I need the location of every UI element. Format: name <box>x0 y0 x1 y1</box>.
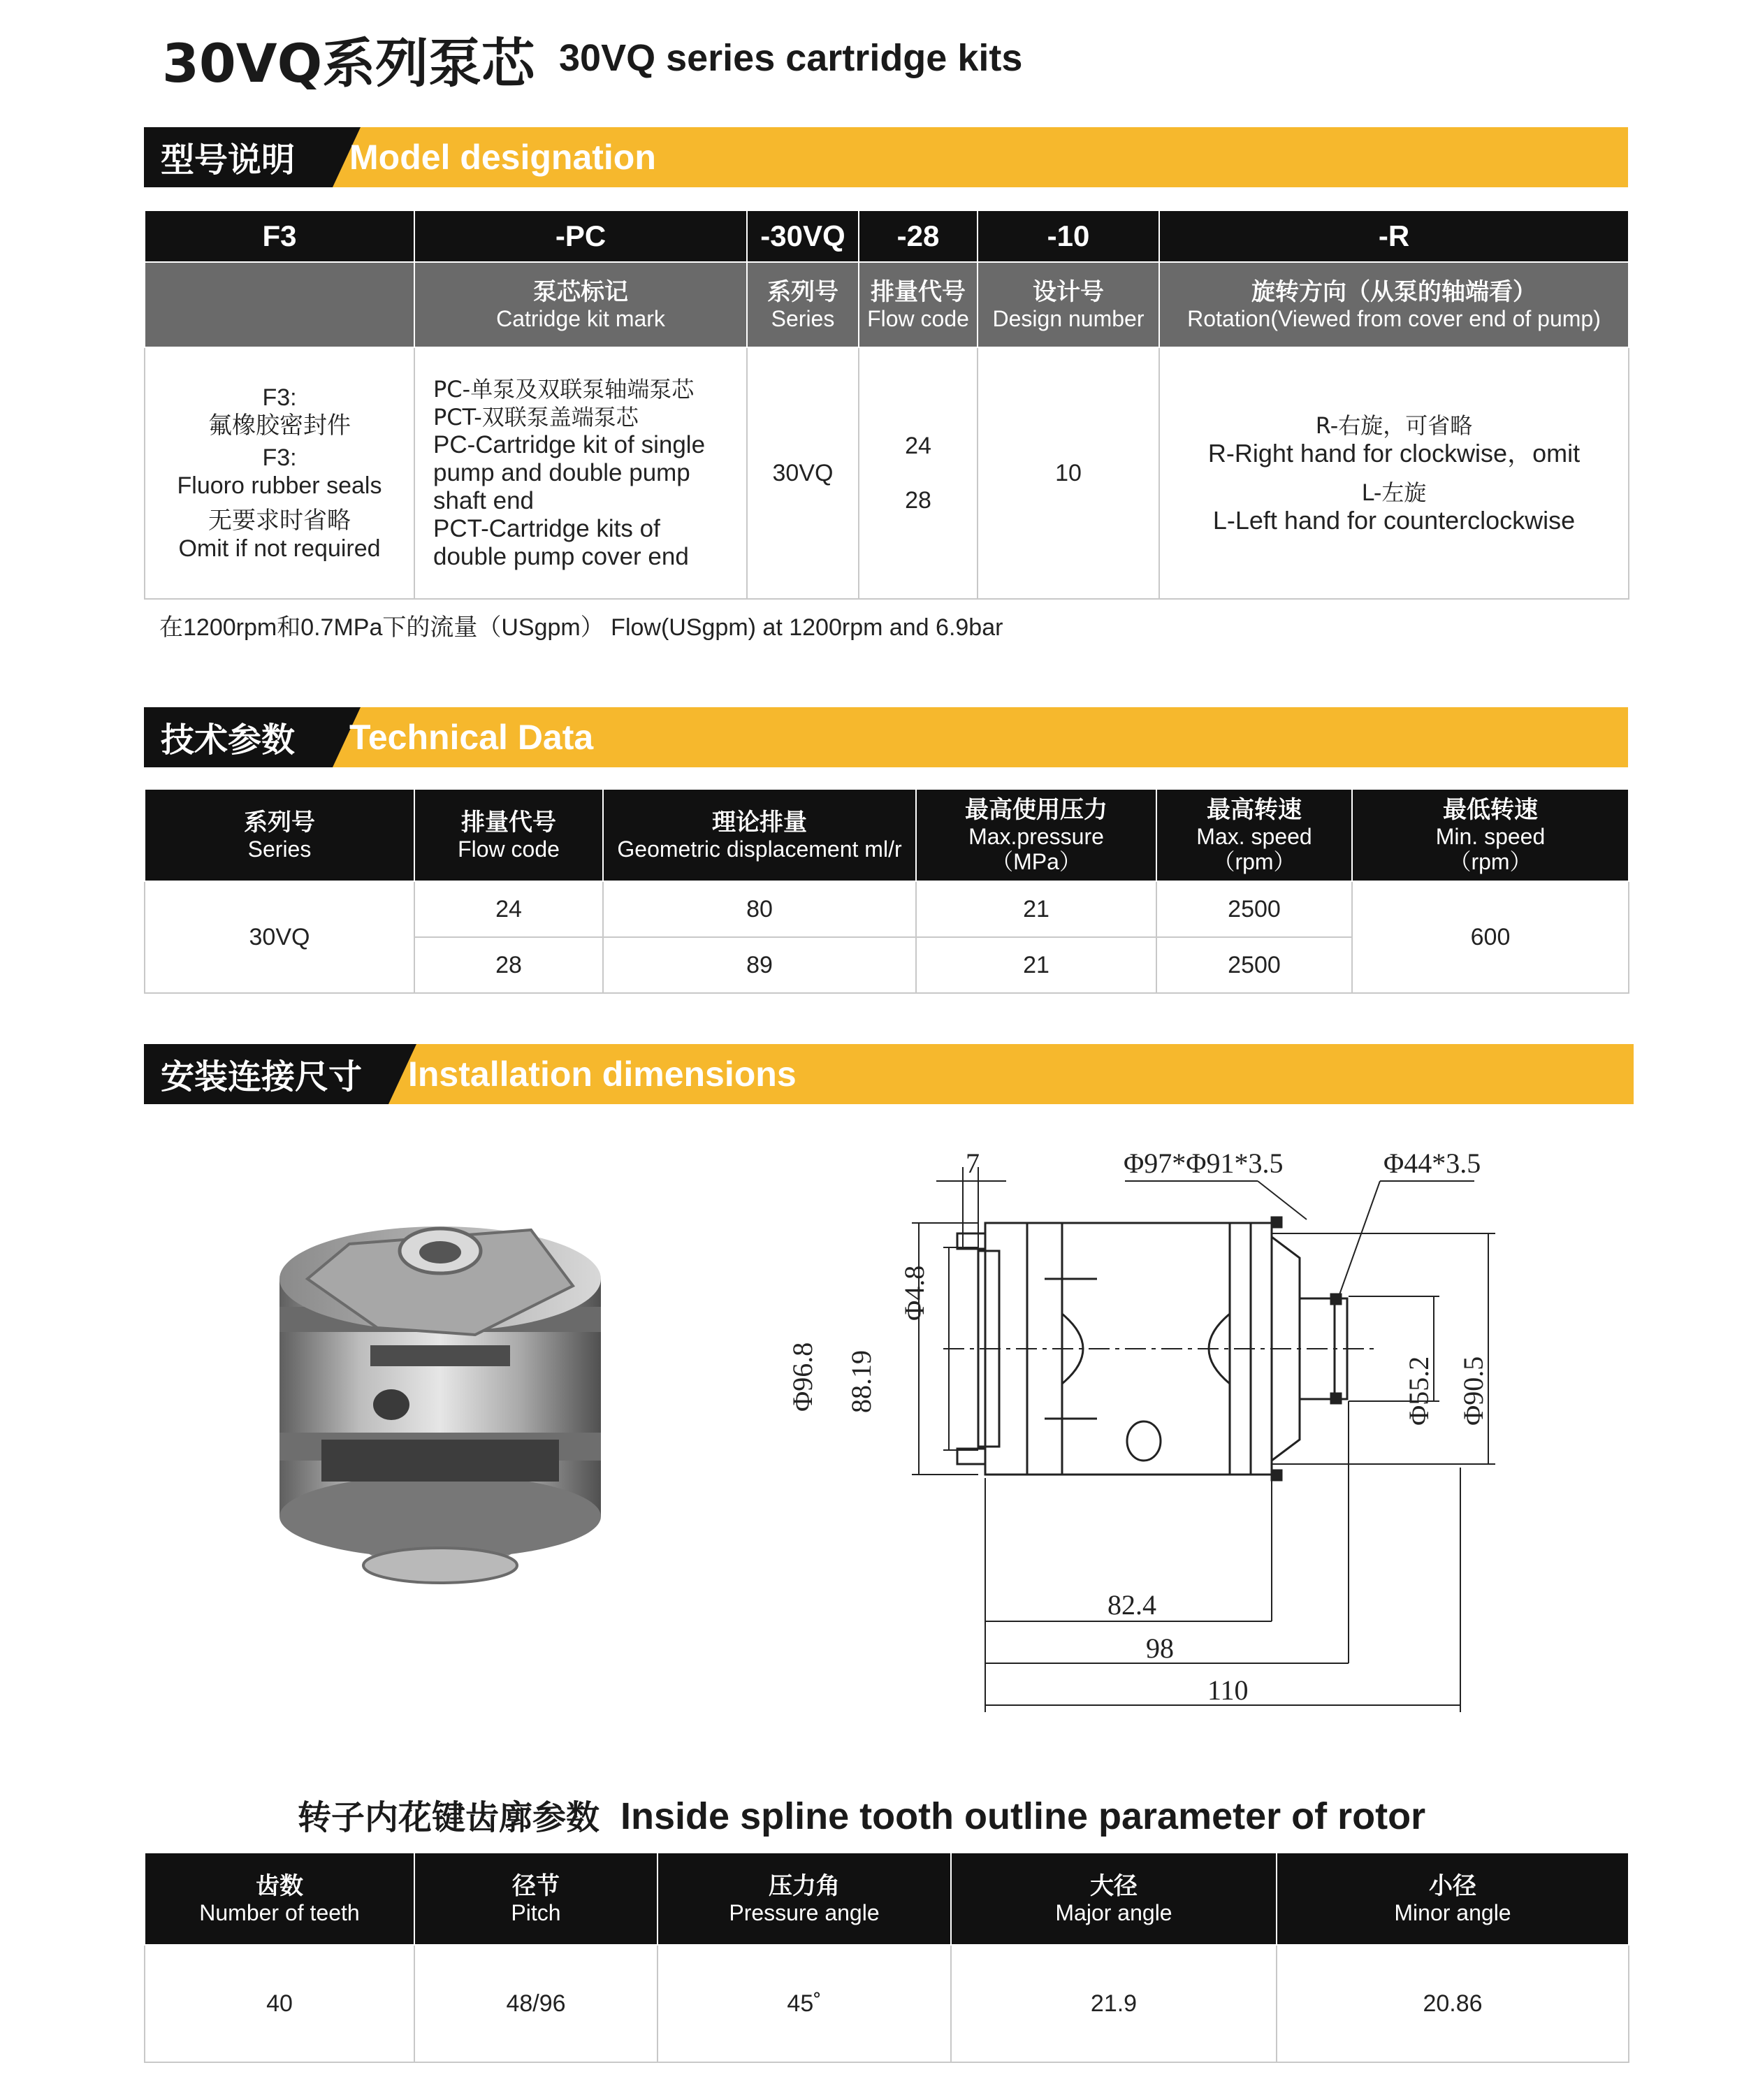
tech-max-speed: 2500 <box>1156 881 1352 937</box>
section-title-cn: 型号说明 <box>161 140 296 180</box>
model-designation-table <box>144 210 1629 600</box>
section-title-cn: 技术参数 <box>161 720 296 760</box>
section-title-en: Model designation <box>349 138 656 177</box>
flow-note: 在1200rpm和0.7MPa下的流量（USgpm） Flow(USgpm) at 1200rpm and 6.9bar <box>159 614 1003 641</box>
header-design-number: 设计号 Design number <box>978 262 1159 347</box>
code-rotation: -R <box>1159 210 1629 262</box>
code-kit-mark: -PC <box>414 210 747 262</box>
page-title-en: 30VQ series cartridge kits <box>559 37 1023 79</box>
header-empty <box>145 262 414 347</box>
tech-flow-code: 28 <box>414 937 603 993</box>
tech-series: 30VQ <box>145 881 414 993</box>
dim-seal-1: Φ97*Φ91*3.5 <box>1124 1147 1284 1179</box>
th-pitch: 径节 Pitch <box>414 1853 658 1945</box>
code-seal: F3 <box>145 210 414 262</box>
spline-table <box>144 1852 1629 2063</box>
th-min-speed: 最低转速 Min. speed （rpm） <box>1352 789 1629 881</box>
dim-88-19: 88.19 <box>845 1350 877 1413</box>
dim-110: 110 <box>1207 1674 1249 1706</box>
dim-d96-8: Φ96.8 <box>787 1342 818 1412</box>
code-flow: -28 <box>859 210 978 262</box>
table-row <box>145 1945 1629 2062</box>
dim-82-4: 82.4 <box>1107 1589 1156 1621</box>
header-series: 系列号 Series <box>747 262 859 347</box>
tech-displacement: 89 <box>603 937 916 993</box>
installation-drawing <box>769 1132 1551 1719</box>
code-design: -10 <box>978 210 1159 262</box>
section-header-installation <box>144 1044 1634 1104</box>
spline-title: 转子内花键齿廓参数 Inside spline tooth outline parameter of rotor <box>298 1795 1426 1837</box>
header-rotation: 旋转方向（从泵的轴端看） Rotation(Viewed from cover end of pump) <box>1159 262 1629 347</box>
code-series: -30VQ <box>747 210 859 262</box>
section-header-model <box>144 127 1628 187</box>
header-kit-mark: 泵芯标记 Catridge kit mark <box>414 262 747 347</box>
header-flow-code: 排量代号 Flow code <box>859 262 978 347</box>
section-header-technical <box>144 707 1628 767</box>
th-max-pressure: 最高使用压力 Max.pressure （MPa） <box>916 789 1156 881</box>
th-displacement: 理论排量 Geometric displacement ml/r <box>603 789 916 881</box>
th-minor: 小径 Minor angle <box>1277 1853 1629 1945</box>
dim-seal-2: Φ44*3.5 <box>1383 1147 1481 1179</box>
tech-displacement: 80 <box>603 881 916 937</box>
flow-code-values: 24 28 <box>859 347 978 599</box>
spline-pressure-angle: 45˚ <box>658 1945 951 2062</box>
th-major: 大径 Major angle <box>951 1853 1277 1945</box>
design-number-value: 10 <box>978 347 1159 599</box>
seal-description: F3: 氟橡胶密封件 F3: Fluoro rubber seals 无要求时省略 Omit if not required <box>145 347 414 599</box>
dim-98: 98 <box>1146 1632 1174 1664</box>
page-title-cn: 30VQ系列泵芯 <box>162 32 535 94</box>
spline-pitch: 48/96 <box>414 1945 658 2062</box>
tech-pressure: 21 <box>916 937 1156 993</box>
spline-major: 21.9 <box>951 1945 1277 2062</box>
cartridge-kit-photo <box>266 1202 615 1593</box>
dim-d4-8: Φ4.8 <box>899 1265 930 1321</box>
th-series: 系列号 Series <box>145 789 414 881</box>
dim-7: 7 <box>966 1147 980 1179</box>
tech-min-speed: 600 <box>1352 881 1629 993</box>
tech-pressure: 21 <box>916 881 1156 937</box>
rotation-description: R-右旋，可省略 R-Right hand for clockwise，omit L-左旋 L-Left hand for counterclockwise <box>1159 347 1629 599</box>
section-title-cn: 安装连接尺寸 <box>161 1057 363 1096</box>
th-max-speed: 最高转速 Max. speed （rpm） <box>1156 789 1352 881</box>
section-title-en: Installation dimensions <box>408 1055 797 1094</box>
th-pressure-angle: 压力角 Pressure angle <box>658 1853 951 1945</box>
kit-mark-description: PC-单泵及双联泵轴端泵芯 PCT-双联泵盖端泵芯 PC-Cartridge kit of single pump and double pump shaft end PCT-Cartridge kits of double pump cover end <box>414 347 747 599</box>
series-value: 30VQ <box>747 347 859 599</box>
spline-teeth: 40 <box>145 1945 414 2062</box>
section-title-en: Technical Data <box>349 718 594 757</box>
dim-d55-2: Φ55.2 <box>1403 1356 1434 1426</box>
th-teeth: 齿数 Number of teeth <box>145 1853 414 1945</box>
tech-max-speed: 2500 <box>1156 937 1352 993</box>
table-row <box>145 881 1629 937</box>
spline-minor: 20.86 <box>1277 1945 1629 2062</box>
tech-flow-code: 24 <box>414 881 603 937</box>
th-flow-code: 排量代号 Flow code <box>414 789 603 881</box>
dim-d90-5: Φ90.5 <box>1458 1356 1489 1426</box>
technical-data-table <box>144 788 1629 994</box>
